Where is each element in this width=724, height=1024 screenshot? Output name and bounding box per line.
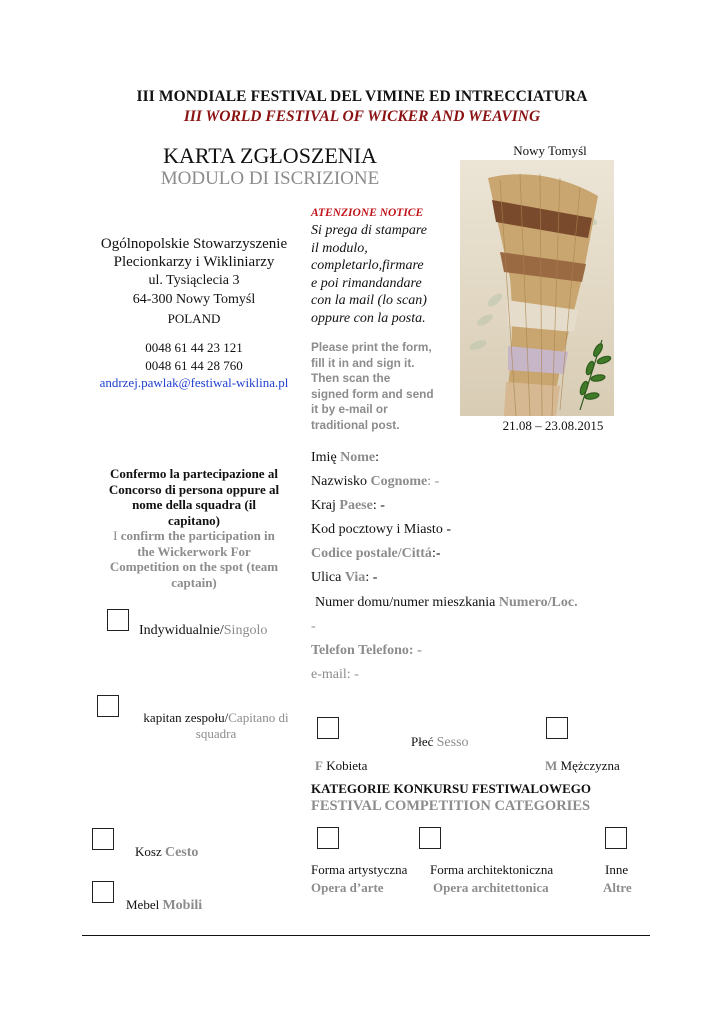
other-label-it: Altre — [603, 880, 632, 895]
field-name-it: Nome — [340, 450, 376, 465]
other-checkbox[interactable] — [605, 827, 627, 849]
basket-checkbox[interactable] — [92, 828, 114, 850]
female-checkbox[interactable] — [317, 717, 339, 739]
notice-heading: ATENZIONE NOTICE — [311, 207, 424, 219]
field-number-dash: - — [311, 619, 316, 634]
notice-it-line: e poi rimandandare — [311, 275, 422, 291]
field-postal-pl[interactable]: Kod pocztowy i Miasto - — [311, 522, 451, 537]
participation-en-line: captain) — [171, 574, 217, 590]
furniture-checkbox[interactable] — [92, 881, 114, 903]
organizer-phone1: 0048 61 44 23 121 — [145, 340, 243, 355]
organizer-country: POLAND — [167, 311, 221, 326]
festival-title-en: III WORLD FESTIVAL OF WICKER AND WEAVING — [183, 108, 541, 125]
male-letter: M — [545, 758, 558, 773]
field-postal-suffix: :- — [431, 546, 441, 561]
participation-it-line: Confermo la partecipazione al — [110, 466, 278, 481]
captain-label-it: Capitano di — [228, 710, 289, 725]
architectural-form-checkbox[interactable] — [419, 827, 441, 849]
gender-label-pl: Płeć — [411, 734, 437, 749]
field-street[interactable] — [311, 570, 377, 586]
field-postal-it[interactable] — [311, 546, 441, 562]
art-form-label-it: Opera d’arte — [311, 880, 384, 895]
field-house-number[interactable] — [315, 595, 578, 611]
organizer-name-line1: Ogólnopolskie Stowarzyszenie — [100, 236, 288, 252]
organizer-phone2: 0048 61 44 28 760 — [145, 358, 243, 373]
notice-it-line: con la mail (lo scan) — [311, 293, 427, 308]
male-checkbox[interactable] — [546, 717, 568, 739]
notice-en-line: it by e-mail or — [311, 402, 388, 417]
organizer-street: ul. Tysiąclecia 3 — [148, 273, 240, 288]
captain-label-it2: squadra — [195, 726, 237, 741]
notice-it-line: completarlo,firmare — [311, 258, 424, 273]
female-label-pl: Kobieta — [322, 758, 368, 773]
basket-label-pl: Kosz — [135, 844, 165, 859]
individual-checkbox[interactable] — [107, 609, 129, 631]
field-name-suffix: : — [375, 450, 380, 465]
field-surname-it: Cognome — [370, 474, 428, 489]
individual-label-it: Singolo — [223, 623, 268, 638]
field-name[interactable] — [311, 450, 379, 466]
form-title-pl: KARTA ZGŁOSZENIA — [163, 143, 377, 168]
notice-en-line: Please print the form, — [311, 340, 432, 354]
individual-label — [139, 623, 267, 639]
furniture-label — [126, 897, 202, 914]
furniture-label-it: Mobili — [162, 898, 203, 913]
organizer-name-line2: Plecionkarzy i Wikliniarzy — [113, 254, 275, 270]
female-label — [315, 758, 367, 774]
field-phone[interactable] — [311, 643, 422, 659]
notice-en-line: Then scan the — [311, 371, 391, 386]
festival-title-it: III MONDIALE FESTIVAL DEL VIMINE ED INTRECCIATURA — [136, 88, 588, 105]
notice-it-line: il modulo, — [311, 240, 368, 256]
field-phone-it: Telefono — [358, 643, 409, 658]
organizer-city: 64-300 Nowy Tomyśl — [132, 292, 256, 307]
gender-label-it: Sesso — [436, 735, 469, 750]
notice-en — [311, 340, 434, 434]
poster-dates: 21.08 – 23.08.2015 — [502, 418, 604, 433]
organizer-address — [82, 271, 306, 328]
individual-label-pl: Indywidualnie/ — [139, 623, 224, 638]
field-country-it: Paese — [339, 498, 373, 513]
participation-it-line: capitano) — [168, 512, 220, 528]
notice-en-line: traditional post. — [311, 417, 400, 432]
field-postal-it-label: Codice postale/Cittá — [311, 546, 432, 561]
other-label-pl: Inne — [605, 862, 629, 877]
participation-it-line: Concorso di persona oppure al — [108, 481, 280, 497]
field-number-pl: Numer domu/numer mieszkania — [315, 595, 499, 610]
field-name-pl: Imię — [311, 450, 341, 465]
male-label-pl: Mężczyzna — [557, 758, 620, 773]
festival-poster-image — [460, 160, 614, 416]
art-form-checkbox[interactable] — [317, 827, 339, 849]
notice-en-line: fill it in and sign it. — [311, 355, 415, 370]
categories-heading-pl: KATEGORIE KONKURSU FESTIWALOWEGO — [311, 781, 592, 796]
field-surname-suffix: : - — [427, 474, 440, 489]
poster-city: Nowy Tomyśl — [513, 143, 587, 158]
organizer-email-link[interactable]: andrzej.pawlak@festiwal-wiklina.pl — [99, 375, 289, 390]
notice-it-line: Si prega di stampare — [311, 223, 428, 238]
furniture-label-pl: Mebel — [126, 897, 163, 912]
field-phone-suffix: : - — [408, 643, 422, 658]
field-surname[interactable] — [311, 474, 439, 490]
field-phone-pl: Telefon — [311, 643, 359, 658]
architectural-form-label-it: Opera architettonica — [433, 880, 549, 895]
basket-label-it: Cesto — [164, 845, 199, 860]
field-country-suffix: : - — [372, 498, 385, 513]
form-title-it: MODULO DI ISCRIZIONE — [160, 168, 380, 189]
field-surname-pl: Nazwisko — [311, 474, 371, 489]
basket-label — [135, 844, 198, 861]
gender-label — [411, 734, 469, 751]
participation-it — [82, 466, 306, 528]
notice-en-line: signed form and send — [311, 386, 434, 401]
organizer-name — [82, 235, 306, 271]
captain-checkbox[interactable] — [97, 695, 119, 717]
male-label — [545, 758, 620, 774]
participation-en — [82, 528, 306, 590]
art-form-label-pl: Forma artystyczna — [311, 862, 408, 877]
field-number-it: Numero/Loc. — [498, 595, 578, 610]
field-street-suffix: : - — [365, 570, 378, 585]
notice-it — [311, 222, 427, 327]
organizer-phones — [82, 339, 306, 375]
field-country-pl: Kraj — [311, 498, 340, 513]
participation-en-initial: I — [113, 528, 118, 543]
participation-en-line: Competition on the spot (team — [109, 559, 279, 575]
architectural-form-label-pl: Forma architektoniczna — [430, 862, 554, 877]
female-letter: F — [315, 758, 323, 773]
field-street-pl: Ulica — [311, 570, 345, 585]
notice-it-line: oppure con la posta. — [311, 310, 426, 326]
categories-heading-en: FESTIVAL COMPETITION CATEGORIES — [311, 798, 591, 814]
participation-en-line: confirm the participation in — [120, 528, 275, 543]
participation-it-line: nome della squadra (il — [132, 497, 256, 513]
bottom-divider — [82, 935, 650, 936]
participation-en-line: the Wickerwork For — [137, 543, 251, 559]
field-street-it: Via — [344, 570, 366, 585]
field-country[interactable] — [311, 498, 385, 514]
captain-label-pl: kapitan zespołu/ — [143, 710, 229, 725]
field-email[interactable]: e-mail: - — [311, 667, 359, 682]
captain-label — [126, 710, 306, 742]
